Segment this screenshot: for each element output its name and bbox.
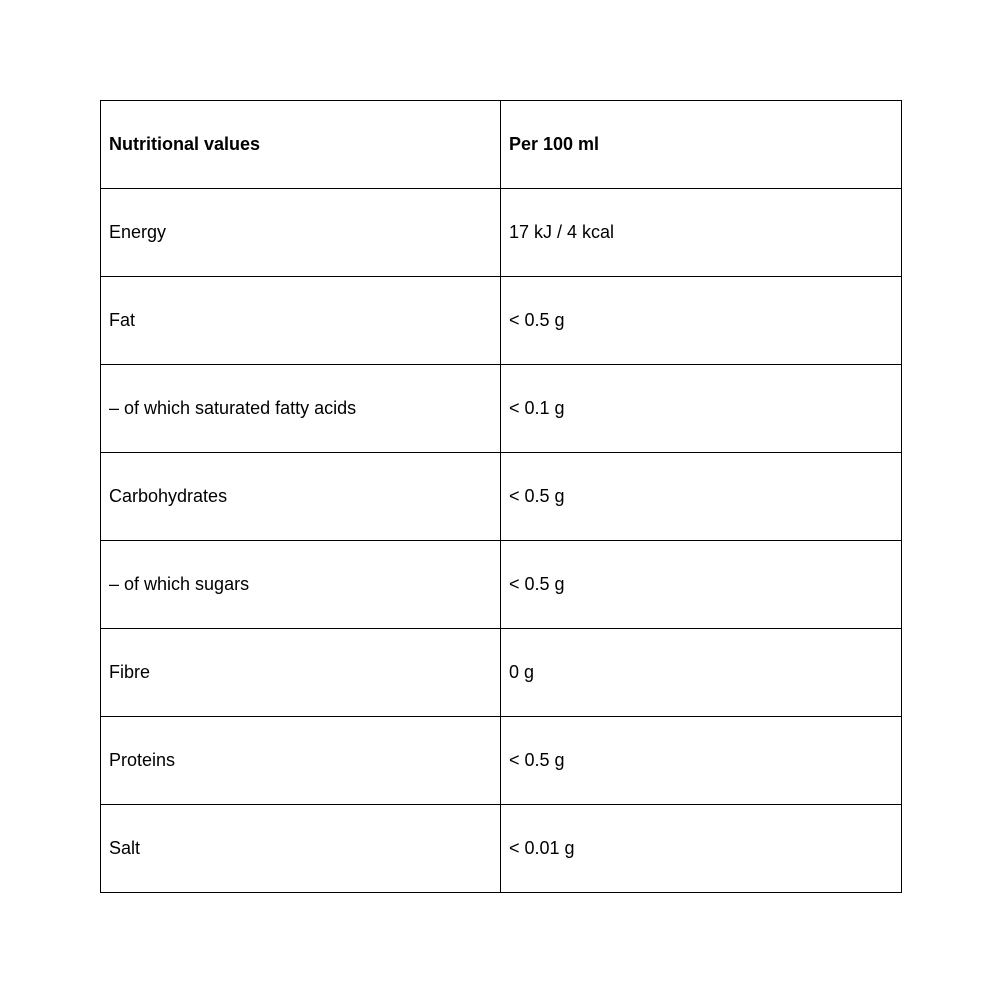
- nutrient-amount: 0 g: [501, 629, 902, 717]
- table-row: [101, 717, 902, 805]
- table-row: [101, 189, 902, 277]
- nutrient-name: Salt: [101, 805, 501, 893]
- nutrient-name: – of which sugars: [101, 541, 501, 629]
- table-row: [101, 277, 902, 365]
- table-row: [101, 629, 902, 717]
- nutrient-name: – of which saturated fatty acids: [101, 365, 501, 453]
- table-header-row: [101, 101, 902, 189]
- table-row: [101, 453, 902, 541]
- table-row: [101, 365, 902, 453]
- table-row: [101, 541, 902, 629]
- nutrition-table: [100, 100, 902, 893]
- nutrient-amount: < 0.5 g: [501, 717, 902, 805]
- nutrient-name: Proteins: [101, 717, 501, 805]
- header-nutritional-values: Nutritional values: [101, 101, 501, 189]
- nutrient-amount: < 0.5 g: [501, 277, 902, 365]
- nutrient-name: Energy: [101, 189, 501, 277]
- nutrient-amount: < 0.5 g: [501, 541, 902, 629]
- header-per-100-ml: Per 100 ml: [501, 101, 902, 189]
- nutrient-amount: < 0.5 g: [501, 453, 902, 541]
- nutrient-amount: < 0.01 g: [501, 805, 902, 893]
- nutrient-name: Fibre: [101, 629, 501, 717]
- nutrient-amount: < 0.1 g: [501, 365, 902, 453]
- nutrient-name: Fat: [101, 277, 501, 365]
- nutrient-amount: 17 kJ / 4 kcal: [501, 189, 902, 277]
- nutrient-name: Carbohydrates: [101, 453, 501, 541]
- table-row: [101, 805, 902, 893]
